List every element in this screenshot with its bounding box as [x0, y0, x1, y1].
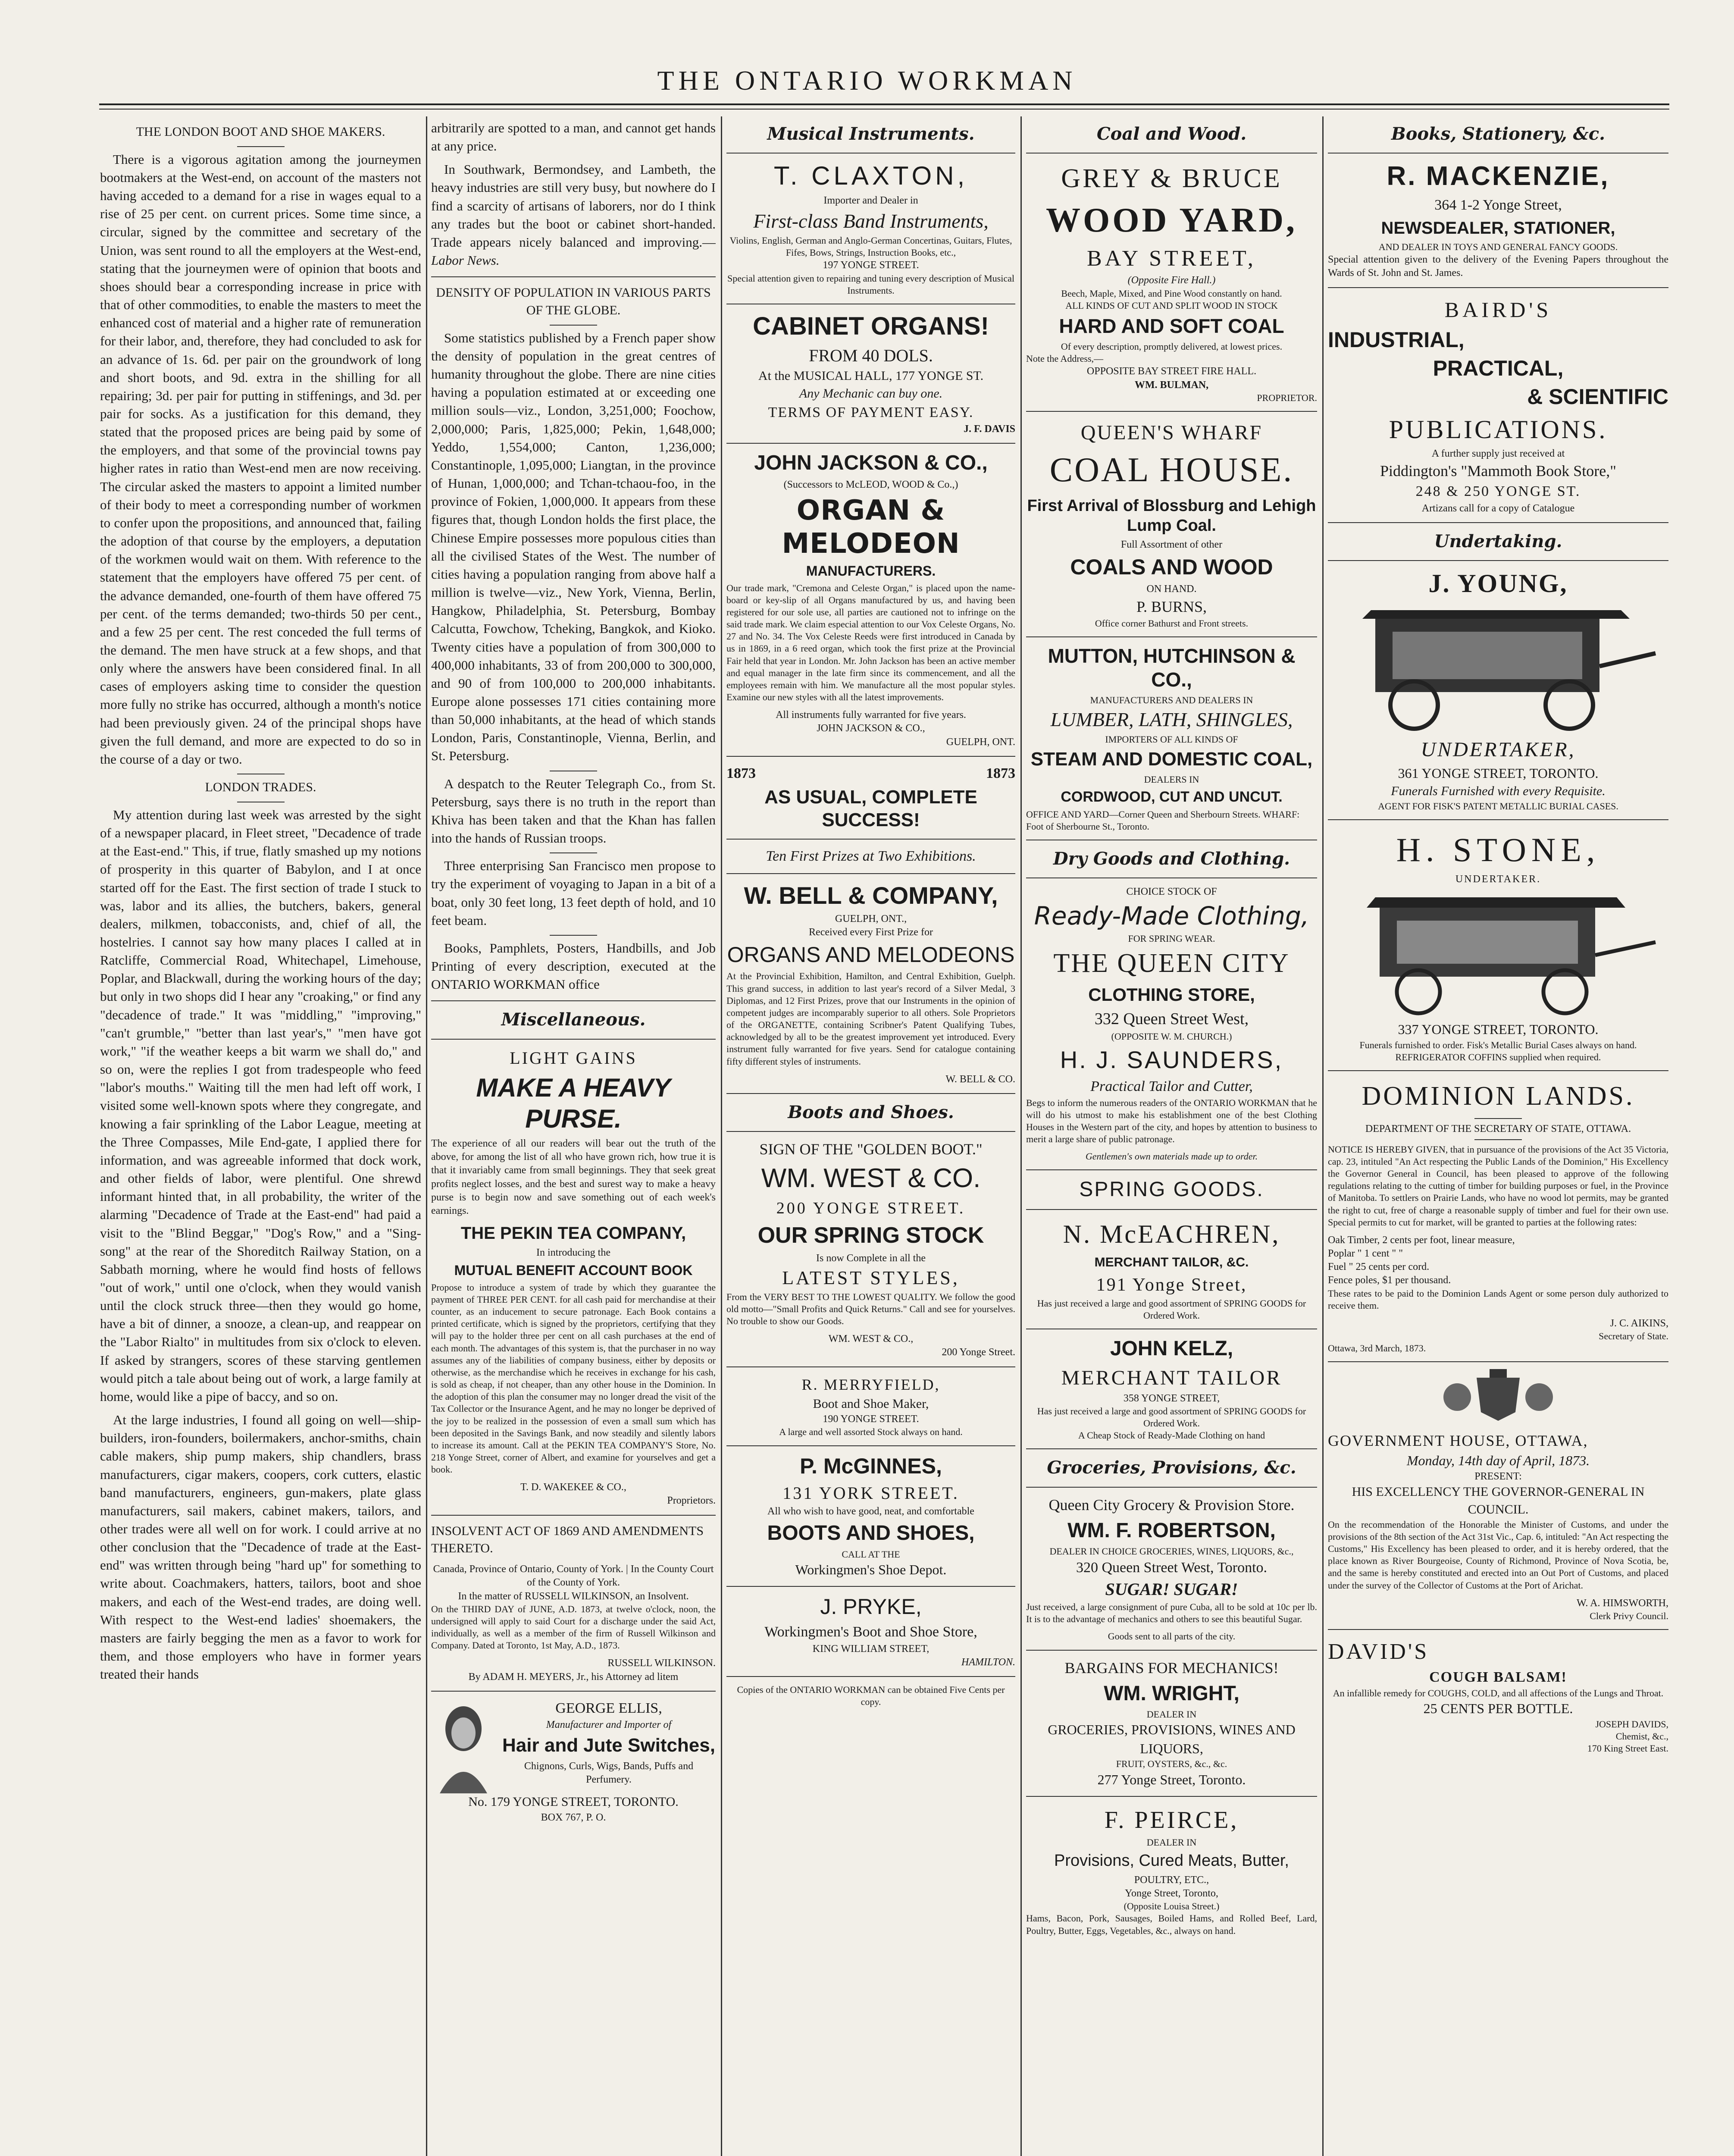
ad-text: Piddington's "Mammoth Book Store," — [1380, 462, 1616, 480]
ad-title: Ready-Made Clothing, — [1034, 901, 1309, 931]
ad-signature: Chemist, &c., — [1615, 1730, 1668, 1742]
divider — [726, 1676, 1015, 1677]
ad-title: THE PEKIN TEA COMPANY, — [460, 1224, 686, 1243]
ad-title: HARD AND SOFT COAL — [1059, 314, 1284, 337]
ad-text: Gentlemen's own materials made up to order. — [1085, 1151, 1258, 1162]
hearse-icon — [1328, 886, 1668, 1015]
ad-title: J. PRYKE, — [820, 1595, 922, 1619]
divider — [237, 146, 285, 147]
hearse-icon — [1328, 602, 1668, 731]
ad-text: Our trade mark, "Cremona and Celeste Organ," is placed upon the name-board or key-slip of all Organs manufactured by us, and having been registered for our sole use, all parties are cautioned not to infringe on the said trade mark. We claim especial attention to our Vox Celeste Organs, No. 27 and No. 34. The Vox Celeste Reeds were first introduced in Canada by us in 1869, in a 6 reed organ, which took the first prize at the Provincial Fair held that year in London. Mr. John Jackson has been an active member and equal manager in the late firm since its commencement, and all the employees remain with him. We manufacture all the most popular styles. Examine our new styles with all the latest improvements. — [726, 582, 1015, 703]
ad-title: Queen City Grocery & Provision Store. — [1049, 1496, 1295, 1514]
notice-text: Oak Timber, 2 cents per foot, linear measure, — [1328, 1234, 1515, 1246]
ad-text: MANUFACTURERS AND DEALERS IN — [1090, 695, 1253, 706]
column-4 — [1026, 119, 1317, 2156]
divider — [1026, 1209, 1317, 1210]
ad-text: AND DEALER IN TOYS AND GENERAL FANCY GOODS. — [1378, 241, 1618, 253]
ad-address: 277 Yonge Street, Toronto. — [1097, 1771, 1246, 1787]
ad-signature: PROPRIETOR. — [1257, 392, 1317, 403]
ad-title: WOOD YARD, — [1045, 201, 1297, 239]
article-paragraph: There is a vigorous agitation among the journeymen bootmakers at the West-end, on account of the masters not having acceded to a demand for a rise in wages equal to a rise of 25 per cent. on current prices. Some time since, a circular, signed by the committee and secretary of the Union, was sent round to all the employers at the West-end, stating that the journeymen were of opinion that boots and shoes should bear a corresponding increase in price with that of other commodities, to enable the masters to meet the enhanced cost of material and a higher rate of remuneration for their labor, and, therefore, they had concluded to ask for an advance of 1s. 6d. per pair on the groundwork of long and short boots, and 9d. extra in the shilling for all repairing; 3d. per pair for putting in stiffenings, and 3d. per pair for socks. As a justification for this demand, they stated that the proposed prices are being paid by some of the employers, and that some of the provincial towns pay higher rates in ratio than West-end men are now receiving. The circular asked the masters to appoint a limited number of their body to meet a corresponding number of workmen to confer upon the propositions, and announced that, failing the adoption of that course by the employers, a deputation of the workmen would wait on them. With reference to the statement that the employers have offered 75 per cent. of the advance demanded, one-fourth of them have offered 75 per cent. of the terms demanded; two-thirds 50 per cent., and a few 25 per cent. The rest conceded the full terms of the demand. The men have struck at a few shops, and that only where the answers have been considered final. In all cases of employers asking time to consider the question more fully no strike has occurred, although a month's notice had been previously given. 24 of the principal shops have given the full demand, and more are expected to do so in the course of a day or two. — [100, 151, 421, 767]
ad-title: BARGAINS FOR MECHANICS! — [1064, 1659, 1279, 1677]
notice-text: Fuel " 25 cents per cord. — [1328, 1261, 1430, 1273]
divider — [1328, 522, 1668, 523]
notice-text: PRESENT: — [1474, 1471, 1522, 1482]
column-2 — [431, 119, 716, 2156]
notice-signature: RUSSELL WILKINSON. — [607, 1658, 716, 1669]
article-text: In Southwark, Bermondsey, and Lambeth, the heavy industries are still very busy, but nowhere do I find a scarcity of artisans of laborers, nor do I think any trades but the boot or cabinet short-handed. Trade appears nicely balanced and improving.— — [431, 162, 716, 250]
ad-text: Has just received a large and good assortment of SPRING GOODS for Ordered Work. — [1037, 1297, 1306, 1321]
divider — [726, 756, 1015, 757]
ad-title: ORGANS AND MELODEONS — [727, 943, 1015, 967]
section-header: Undertaking. — [1434, 531, 1562, 552]
divider — [1026, 411, 1317, 412]
ad-text: Artizans call for a copy of Catalogue — [1421, 502, 1575, 514]
ad-address: 131 YORK STREET. — [782, 1483, 959, 1503]
ad-text: Ten First Prizes at Two Exhibitions. — [766, 848, 976, 864]
divider — [1026, 153, 1317, 154]
article-heading: LONDON TRADES. — [205, 780, 316, 795]
divider — [550, 935, 597, 936]
ad-text: Importer and Dealer in — [823, 195, 918, 207]
ad-title: R. MACKENZIE, — [1387, 161, 1610, 191]
article-paragraph: My attention during last week was arrested by the sight of a newspaper placard, in Fleet street, "Decadence of trade at the East-end." This, if true, flatly smashed up my notions of prosperity in this quarter of Babylon, and I at once started off for the East. The first section of trade I stuck to was, labor and its allies, the butchers, bakers, general dealers, milkmen, tobacconists, and, chief of all, the hostelries. I cannot say how many places I called at in Ratcliffe, Commercial Road, Whitechapel, Limehouse, Poplar, and Blackwall, during the working hours of the day; but only in two shops did I hear any "croaking," or find any "decadence of trade." It was "middling," "improving," "can't grumble," "better than last year's," "men have got work," "if the weather keeps a bit warm we shall do," and so on, were the replies I got from tradespeople who feed "labor's mouths." Waiting till the men had left off work, I visited some well-known spots where they congregate, and knowing a fair sprinkling of the Labor League, meeting at the Three Compasses, Mile End-gate, I applied there for information, and was agreeable informed that dock work, and other fields of labor, were plentiful. One shrewd informant hinted that, in all probability, the writer of the alarming "Decadence of Trade at the East-end" had paid a visit to the "Blind Beggar," "Dog's Row," and a "Sing-song" at the rear of the Shoreditch Railway Station, on a Sabbath morning, where he would find hosts of fellows "out of work," until one o'clock, when they would vanish until the clock struck three—then they would go home, have a bit of dinner, a snooze, a clean-up, and reappear on the "Labor Rialto" in multitudes from six o'clock to eleven. If asked by strangers, scores of these starving gentlemen would pitch a tale about being out of work, a large family at home, would like a pipe of baccy, and so on. — [100, 807, 421, 1404]
ad-address: 337 YONGE STREET, TORONTO. — [1398, 1022, 1599, 1037]
ad-title: GEORGE ELLIS, — [555, 1700, 662, 1716]
ad-text: Full Assortment of other — [1121, 539, 1223, 551]
ad-title: F. PEIRCE, — [1104, 1807, 1239, 1834]
ad-title: JOHN JACKSON & CO., — [754, 451, 988, 474]
ad-title: DAVID'S — [1328, 1639, 1429, 1664]
ad-text: Violins, English, German and Anglo-German Concertinas, Guitars, Flutes, Fifes, Bows, Strings, Instruction Books, etc., — [729, 235, 1012, 258]
divider — [726, 873, 1015, 874]
ad-text: All instruments fully warranted for five years. — [776, 709, 966, 721]
section-header: Books, Stationery, &c. — [1391, 124, 1606, 144]
ad-text: Has just received a large and good assortment of SPRING GOODS for Ordered Work. — [1037, 1405, 1306, 1429]
ad-text: DEALER IN — [1146, 1837, 1197, 1848]
woman-portrait-icon — [431, 1698, 496, 1793]
ad-title: MANUFACTURERS. — [806, 563, 936, 579]
divider — [431, 1691, 716, 1692]
ad-title: COALS AND WOOD — [1070, 555, 1273, 580]
notice-heading: GOVERNMENT HOUSE, OTTAWA, — [1328, 1432, 1588, 1449]
ad-address: 200 Yonge Street. — [942, 1347, 1015, 1358]
section-header: Coal and Wood. — [1096, 124, 1247, 144]
ad-title: STEAM AND DOMESTIC COAL, — [1030, 748, 1313, 770]
ad-address: OPPOSITE BAY STREET FIRE HALL. — [1086, 366, 1257, 377]
notice-text: NOTICE IS HEREBY GIVEN, that in pursuance of the provisions of the Act 35 Victoria, cap. 23, intituled "An Act respecting the Public Lands of the Dominion," His Excellency the Governor General in Council, has been pleased to approve of the following regulations relating to the cutting of timber for building purposes or fuel, in the Province of Manitoba. To settlers on Prairie Lands, who have no wood lot permits, may be granted the right to cut, free of charge a reasonable supply of timber and fuel for their own use. Special permits to cut for market, will be granted to parties at the following rates: — [1328, 1144, 1668, 1228]
year-label: 1873 — [726, 765, 756, 781]
ad-title: QUEEN'S WHARF — [1080, 421, 1263, 444]
section-header: Boots and Shoes. — [788, 1102, 954, 1122]
ad-text: An infallible remedy for COUGHS, COLD, and all affections of the Lungs and Throat. — [1333, 1688, 1664, 1699]
article-paragraph — [431, 160, 716, 270]
ad-text: A further supply just received at — [1431, 448, 1565, 460]
ellis-ad — [431, 1698, 716, 1793]
ad-title: NEWSDEALER, STATIONER, — [1381, 219, 1615, 238]
ad-title: COAL HOUSE. — [1049, 451, 1294, 489]
ad-signature: JOSEPH DAVIDS, — [1595, 1718, 1668, 1730]
ad-text: BOX 767, P. O. — [541, 1811, 606, 1823]
ad-text: CALL AT THE — [842, 1548, 900, 1560]
ad-text: Of every description, promptly delivered, at lowest prices. — [1061, 341, 1283, 352]
column-divider — [1322, 116, 1324, 2156]
ad-text: Just received, a large consignment of pure Cuba, all to be sold at 10c per lb. It is to the advantage of mechanics and others to see this beautiful Sugar. — [1026, 1601, 1317, 1625]
ad-text: FROM 40 DOLS. — [809, 345, 933, 365]
ad-title: H. J. SAUNDERS, — [1060, 1046, 1283, 1074]
ad-text: Funerals furnished to order. Fisk's Metallic Burial Cases always on hand. REFRIGERATOR COFFINS supplied when required. — [1359, 1039, 1637, 1063]
notice-date: Ottawa, 3rd March, 1873. — [1328, 1343, 1426, 1354]
ad-title: WM. WEST & CO. — [761, 1163, 981, 1194]
ad-title: OUR SPRING STOCK — [757, 1223, 984, 1248]
article-paragraph: Some statistics published by a French paper show the density of population in the great centres of humanity throughout the globe. There are nine cities having a population estimated at or exceeding one million souls—viz., London, 3,251,000; Foochow, 2,000,000; Paris, 1,825,000; Pekin, 1,648,000; Yeddo, 1,554,000; Canton, 1,236,000; Constantinople, 1,095,000; Liangtan, in the province of Hunan, 1,000,000; and Tchan-tchaou-foo, in the province of Fokien, 1,000,000. It appears from these figures that, though London holds the first place, the Chinese Empire possesses more populous cities than all the civilised States of the West. The number of cities having a population ranging from above half a million is twelve—viz., New York, Vienna, Berlin, Hangkow, Philadelphia, St. Petersburg, Bombay Calcutta, Fowchow, Tcheking, Bangkok, and Kioko. Twenty cities have a population of from 300,000 to 400,000 inhabitants, 33 of from 200,000 to 300,000, and 90 of from 100,000 to 200,000 inhabitants. Europe alone possesses 171 cities containing more than 50,000 inhabitants, at the head of which stands London, Paris, Constantinople, Vienna, Berlin, and St. Petersburg. — [431, 330, 716, 764]
ad-text: ALL KINDS OF CUT AND SPLIT WOOD IN STOCK — [1065, 300, 1278, 311]
ad-address: 190 YONGE STREET. — [823, 1413, 919, 1425]
ad-title: P. McGINNES, — [800, 1454, 942, 1478]
ad-text: GUELPH, ONT., — [835, 913, 907, 925]
ad-text: Hams, Bacon, Pork, Sausages, Boiled Hams, and Rolled Beef, Lard, Poultry, Butter, Eggs, Vegetables, &c., always on hand. — [1026, 1913, 1317, 1936]
ad-text: DEALER IN CHOICE GROCERIES, WINES, LIQUORS, &c., — [1049, 1546, 1294, 1557]
divider — [431, 1515, 716, 1516]
divider — [726, 1131, 1015, 1132]
ad-title: CLOTHING STORE, — [1088, 984, 1255, 1005]
notice-signature: J. C. AIKINS, — [1610, 1317, 1668, 1329]
ad-title: AS USUAL, COMPLETE SUCCESS! — [764, 787, 977, 830]
ad-title: CABINET ORGANS! — [753, 312, 989, 340]
divider — [1026, 636, 1317, 637]
section-header: Musical Instruments. — [767, 124, 975, 144]
ad-title: R. MERRYFIELD, — [801, 1376, 940, 1393]
ad-text: Boot and Shoe Maker, — [813, 1396, 929, 1411]
ad-title: COUGH BALSAM! — [1429, 1669, 1567, 1685]
ad-title: Hair and Jute Switches, — [502, 1735, 715, 1756]
ad-text: FRUIT, OYSTERS, &c., &c. — [1116, 1758, 1227, 1770]
ad-text: DEALER IN — [1146, 1709, 1197, 1720]
ad-address: 248 & 250 YONGE ST. — [1415, 483, 1581, 500]
ad-title: MUTUAL BENEFIT ACCOUNT BOOK — [454, 1263, 693, 1279]
divider — [726, 1445, 1015, 1446]
divider — [431, 276, 716, 277]
ad-text: The experience of all our readers will bear out the truth of the above, for among the list of all who have grown rich, how true it is that it invariably came from small beginnings. They that seek great profits neglect losses, and the best and surest way to make a heavy purse is to begin now and save something out of each week's earnings. — [431, 1138, 716, 1217]
ad-title: SPRING GOODS. — [1079, 1178, 1264, 1201]
ad-address: No. 179 YONGE STREET, TORONTO. — [468, 1794, 679, 1809]
ad-title: INDUSTRIAL, — [1328, 327, 1465, 352]
ad-text: ON HAND. — [1146, 583, 1197, 595]
ad-title: WM. WRIGHT, — [1104, 1682, 1239, 1705]
divider — [1474, 1139, 1522, 1140]
ad-title: T. CLAXTON, — [773, 161, 968, 191]
ad-address: 358 YONGE STREET, — [1123, 1392, 1220, 1404]
ad-signature: J. F. DAVIS — [963, 423, 1015, 435]
notice-date: Monday, 14th day of April, 1873. — [1406, 1452, 1590, 1468]
article-heading: THE LONDON BOOT AND SHOE MAKERS. — [136, 125, 385, 139]
ad-title: LIGHT GAINS — [510, 1048, 637, 1068]
divider — [1026, 1650, 1317, 1651]
column-5 — [1328, 119, 1668, 2156]
ad-text: DEALERS IN — [1144, 774, 1199, 785]
top-rule — [99, 103, 1669, 105]
divider — [1328, 287, 1668, 288]
article-paragraph: arbitrarily are spotted to a man, and cannot get hands at any price. — [431, 120, 716, 154]
ad-signature: Proprietors. — [667, 1495, 716, 1507]
ad-text: CHOICE STOCK OF — [1126, 886, 1217, 898]
notice-text: Canada, Province of Ontario, County of York. | In the County Court of the County of York. — [433, 1564, 714, 1589]
ad-text: Chignons, Curls, Wigs, Bands, Puffs and Perfumery. — [524, 1761, 694, 1786]
ad-text: At the MUSICAL HALL, 177 YONGE ST. — [758, 368, 984, 383]
ad-title: MERCHANT TAILOR — [1061, 1366, 1282, 1389]
ad-text: 25 CENTS PER BOTTLE. — [1423, 1701, 1573, 1717]
ad-text: Workingmen's Shoe Depot. — [795, 1561, 947, 1577]
ad-address: Office corner Bathurst and Front streets. — [1095, 617, 1249, 629]
ad-address: 191 Yonge Street, — [1096, 1275, 1247, 1295]
ad-title: BAIRD'S — [1444, 297, 1552, 322]
ad-address: 197 YONGE STREET. — [823, 260, 919, 271]
divider — [1474, 1118, 1522, 1119]
article-paragraph: Books, Pamphlets, Posters, Handbills, and Job Printing of every description, executed at the ONTARIO WORKMAN office — [431, 940, 716, 992]
ad-text: From the VERY BEST TO THE LOWEST QUALITY. We follow the good old motto—"Small Profits and Quick Returns." Call and see for yourselves. No trouble to show our Goods. — [726, 1291, 1015, 1327]
divider — [726, 1586, 1015, 1587]
section-header: Dry Goods and Clothing. — [1053, 848, 1290, 869]
ad-title: MERCHANT TAILOR, &C. — [1094, 1255, 1249, 1269]
ad-title: Provisions, Cured Meats, Butter, — [1054, 1852, 1289, 1870]
section-header: Miscellaneous. — [501, 1009, 646, 1030]
ad-text: Funerals Furnished with every Requisite. — [1391, 784, 1606, 799]
divider — [726, 1366, 1015, 1367]
divider — [1328, 1361, 1668, 1362]
divider — [1026, 1796, 1317, 1797]
ad-text: Workingmen's Boot and Shoe Store, — [764, 1624, 977, 1640]
ad-title: W. BELL & COMPANY, — [744, 881, 998, 909]
notice-text: Poplar " 1 cent " " — [1328, 1248, 1403, 1260]
article-paragraph: Three enterprising San Francisco men propose to try the experiment of voyaging to Japan in a bit of a boat, only 30 feet long, 13 feet depth of hold, and 10 feet beam. — [431, 858, 716, 928]
ad-text: Any Mechanic can buy one. — [799, 386, 943, 401]
notice-text: On the recommendation of the Honorable the Minister of Customs, and under the provisions of the 8th section of the Act 31st Vic., Cap. 6, intituled: "An Act respecting the Customs," His Excellency has been pleased to order, and it is hereby ordered, that the place known as River Bourgeoise, County of Richmond, Province of Nova Scotia, be, and the same is hereby constituted and erected into an Out Port of Customs, and placed under the survey of the Collector of Customs at the Port of Arichat. — [1328, 1519, 1668, 1591]
ad-address: KING WILLIAM STREET, — [812, 1643, 930, 1655]
ad-title: First Arrival of Blossburg and Lehigh Lump Coal. — [1027, 497, 1316, 535]
ad-text: UNDERTAKER. — [1455, 874, 1541, 885]
ad-text: (OPPOSITE W. M. CHURCH.) — [1111, 1031, 1232, 1042]
ad-signature: W. BELL & CO. — [945, 1073, 1015, 1085]
divider — [1026, 1487, 1317, 1488]
ad-text: Propose to introduce a system of trade by which they guarantee the payment of THREE PER CENT. for all cash paid for merchandise at their counter, as an inducement to secure patronage. Each Book contains a printed certificate, which is signed by the proprietors, certifying that they will pay to the holder three per cent on all cash purchases at the end of each month. The advantages of this system is, that the purchaser in no way assumes any of the liabilities of company business, either by deposits or otherwise, as the merchandise which he receives in exchange for his cash, is sold as cheap, if not cheaper, than any other house in the Dominion. In the adoption of this plan the consumer may no longer dread the visit of the Tax Collector or the Insurance Agent, and he may no longer be deprived of the joy to be realized in the possession of even a small sum which has been deposited in the Savings Bank, and now steadily and silently labors to increase its amount. Call at the PEKIN TEA COMPANY'S Store, No. 218 Yonge Street, corner of Albert, and examine for yourselves and get a book. — [431, 1282, 716, 1475]
ad-text: GROCERIES, PROVISIONS, WINES AND LIQUORS, — [1048, 1722, 1296, 1756]
ad-title: CORDWOOD, CUT AND UNCUT. — [1061, 788, 1283, 805]
ad-text: A Cheap Stock of Ready-Made Clothing on hand — [1078, 1430, 1265, 1441]
ad-signature: T. D. WAKEKEE & CO., — [520, 1482, 626, 1493]
ad-signature: WM. WEST & CO., — [828, 1333, 914, 1345]
divider — [1026, 1448, 1317, 1449]
divider — [1328, 153, 1668, 154]
divider — [726, 839, 1015, 840]
ad-text: Goods sent to all parts of the city. — [1108, 1631, 1236, 1642]
ad-address: OFFICE AND YARD—Corner Queen and Sherbourn Streets. WHARF: Foot of Sherbourne St., Toronto. — [1026, 808, 1300, 832]
ad-signature: GUELPH, ONT. — [946, 736, 1015, 748]
column-divider — [426, 116, 427, 2156]
ad-text: Special attention given to the delivery of the Evening Papers throughout the Wards of St. John and St. James. — [1328, 254, 1668, 279]
ad-text: At the Provincial Exhibition, Hamilton, and Central Exhibition, Guelph. This grand success, in addition to last year's record of a Silver Medal, 3 Diplomas, and 12 First Prizes, prove that our Instruments in the opinion of competent judges are incomparably superior to all others. Sole Proprietors of the ORGANETTE, containing Scribner's Patent Qualifying Tubes, acknowledged by all to be the greatest improvement yet introduced. Every instrument fully warranted for five years. Send for catalogue containing fifty different styles of instruments. — [726, 971, 1015, 1067]
notice-heading: DOMINION LANDS. — [1362, 1081, 1635, 1111]
ad-address: 364 1-2 Yonge Street, — [1434, 197, 1562, 213]
ad-signature: WM. BULMAN, — [1134, 379, 1209, 391]
column-1 — [100, 119, 421, 2156]
divider — [1026, 1169, 1317, 1170]
ad-text: All who wish to have good, neat, and comfortable — [767, 1506, 974, 1517]
notice-signature: By ADAM H. MEYERS, Jr., his Attorney ad litem — [468, 1671, 679, 1683]
divider — [726, 1093, 1015, 1094]
ad-text: Received every First Prize for — [809, 927, 933, 938]
ad-text: Practical Tailor and Cutter, — [1090, 1078, 1253, 1095]
divider — [431, 1039, 716, 1040]
notice-heading: INSOLVENT ACT OF 1869 AND AMENDMENTS THERETO. — [431, 1523, 704, 1556]
article-source: Labor News. — [431, 253, 500, 268]
ad-text: Special attention given to repairing and tuning every description of Musical Instruments. — [727, 273, 1014, 296]
ad-text: A large and well assorted Stock always on hand. — [779, 1426, 963, 1438]
ad-title: JOHN KELZ, — [1110, 1337, 1233, 1360]
notice-signature: Clerk Privy Council. — [1590, 1610, 1668, 1621]
year-row — [726, 764, 1015, 783]
ad-title: SUGAR! SUGAR! — [1105, 1579, 1238, 1599]
notice-text: These rates to be paid to the Dominion Lands Agent or some person duly authorized to receive them. — [1328, 1288, 1668, 1311]
notice-text: DEPARTMENT OF THE SECRETARY OF STATE, OTTAWA. — [1365, 1123, 1631, 1134]
ad-text: FOR SPRING WEAR. — [1128, 933, 1215, 944]
divider — [726, 443, 1015, 444]
ad-address: 361 YONGE STREET, TORONTO. — [1398, 765, 1599, 781]
year-label: 1873 — [986, 765, 1015, 781]
ad-text: IMPORTERS OF ALL KINDS OF — [1105, 733, 1238, 745]
notice-text: In the matter of RUSSELL WILKINSON, an Insolvent. — [458, 1590, 689, 1602]
notice-signature: W. A. HIMSWORTH, — [1576, 1597, 1668, 1609]
ad-address: 332 Queen Street West, — [1094, 1010, 1249, 1028]
divider — [431, 1000, 716, 1001]
divider — [1328, 1629, 1668, 1630]
ad-title: J. YOUNG, — [1428, 569, 1568, 598]
divider — [726, 153, 1015, 154]
column-divider — [1020, 116, 1022, 2156]
ad-text: Manufacturer and Importer of — [546, 1719, 672, 1731]
ad-title: SIGN OF THE "GOLDEN BOOT." — [759, 1141, 983, 1158]
divider — [1328, 1070, 1668, 1071]
article-heading: DENSITY OF POPULATION IN VARIOUS PARTS OF THE GLOBE. — [436, 285, 711, 318]
ad-text: In introducing the — [536, 1247, 610, 1259]
ad-title: MAKE A HEAVY PURSE. — [476, 1073, 671, 1134]
ad-text: Is now Complete in all the — [816, 1252, 926, 1264]
ad-title: PRACTICAL, — [1433, 356, 1564, 380]
masthead: THE ONTARIO WORKMAN — [657, 65, 1077, 96]
notice-text: Fence poles, $1 per thousand. — [1328, 1275, 1451, 1286]
ad-address: 200 YONGE STREET. — [776, 1199, 966, 1217]
ad-title: BOOTS AND SHOES, — [767, 1522, 975, 1545]
ad-title: LATEST STYLES, — [782, 1267, 960, 1288]
ad-text: POULTRY, ETC., — [1134, 1874, 1209, 1886]
ad-address: Yonge Street, Toronto, — [1125, 1888, 1218, 1899]
ad-text: AGENT FOR FISK'S PATENT METALLIC BURIAL CASES. — [1378, 800, 1618, 812]
ad-title: UNDERTAKER, — [1421, 738, 1576, 761]
divider — [1026, 877, 1317, 878]
notice-text: HIS EXCELLENCY THE GOVERNOR-GENERAL IN COUNCIL. — [1352, 1485, 1645, 1517]
column-divider — [721, 116, 722, 2156]
ad-text: Beech, Maple, Mixed, and Pine Wood constantly on hand. — [1061, 288, 1282, 299]
ad-title: & SCIENTIFIC — [1527, 384, 1668, 409]
notice-text: On the THIRD DAY of JUNE, A.D. 1873, at twelve o'clock, noon, the undersigned will apply to said Court for a discharge under the said Act, individually, as well as a member of the firm of Russell Wilkinson and Company. Dated at Toronto, 1st May, A.D., 1873. — [431, 1603, 716, 1651]
ad-text: Note the Address,— — [1026, 353, 1104, 364]
ad-title: THE QUEEN CITY — [1053, 948, 1290, 978]
ad-text: Begs to inform the numerous readers of the ONTARIO WORKMAN that he will do his utmost to make his establishment one of the best Clothing Houses in the Western part of the city, and hopes by attention to business to merit a large share of public patronage. — [1026, 1097, 1317, 1145]
article-paragraph: At the large industries, I found all going on well—ship-builders, iron-founders, boilermakers, anchor-smiths, chain cable makers, ship pump makers, ship chandlers, brass manufacturers, cigar makers, coopers, cork cutters, elastic band manufacturers, engineers, gun-makers, plate glass manufacturers, sail makers, cabinet makers, tailors, and other trades were all well on for work. I could arrive at no other conclusion that the "Decadence of trade at the East-end" was written through being "hard up" for something to write about. Coachmakers, hatters, tailors, boot and shoe makers, and each of the West-end trades, are doing well. With respect to the West-end ladies' shoemakers, the masters are fairly begging the men as a favor to work for them, and those employers who have in former years treated their hands — [100, 1412, 421, 1682]
divider — [550, 325, 597, 326]
section-header: Groceries, Provisions, &c. — [1047, 1457, 1296, 1478]
divider — [1328, 819, 1668, 820]
notice-text: Copies of the ONTARIO WORKMAN can be obtained Five Cents per copy. — [737, 1684, 1005, 1708]
ad-title: H. STONE, — [1396, 830, 1600, 868]
divider — [550, 852, 597, 853]
ad-title: GREY & BRUCE — [1061, 164, 1282, 194]
ad-signature: P. BURNS, — [1136, 598, 1207, 615]
column-3 — [726, 119, 1015, 2156]
notice-signature: Secretary of State. — [1599, 1331, 1668, 1342]
ad-address: 320 Queen Street West, Toronto. — [1076, 1559, 1268, 1576]
ad-address: BAY STREET, — [1087, 246, 1256, 271]
ad-text: (Opposite Fire Hall.) — [1127, 275, 1216, 286]
top-rule-thin — [99, 109, 1669, 110]
ad-text: TERMS OF PAYMENT EASY. — [768, 404, 974, 420]
ad-text: (Successors to McLEOD, WOOD & Co.,) — [783, 479, 958, 490]
ad-signature: JOHN JACKSON & CO., — [817, 723, 925, 734]
ad-title: N. McEACHREN, — [1063, 1219, 1280, 1248]
ad-title: WM. F. ROBERTSON, — [1067, 1519, 1276, 1542]
ad-title: LUMBER, LATH, SHINGLES, — [1050, 708, 1293, 731]
royal-coat-of-arms-icon — [1328, 1369, 1668, 1425]
ad-address: 170 King Street East. — [1587, 1743, 1668, 1754]
ad-title: ORGAN & MELODEON — [782, 494, 960, 560]
ad-address: HAMILTON. — [961, 1656, 1015, 1668]
divider — [1328, 560, 1668, 561]
ad-text: (Opposite Louisa Street.) — [1124, 1901, 1220, 1912]
ad-title: First-class Band Instruments, — [753, 210, 989, 232]
ad-title: PUBLICATIONS. — [1389, 415, 1608, 444]
article-paragraph: A despatch to the Reuter Telegraph Co., from St. Petersburg, says there is no truth in the report than Khiva has been taken and that the Khan has fallen into the hands of Russian troops. — [431, 776, 716, 846]
ad-title: MUTTON, HUTCHINSON & CO., — [1048, 644, 1296, 691]
